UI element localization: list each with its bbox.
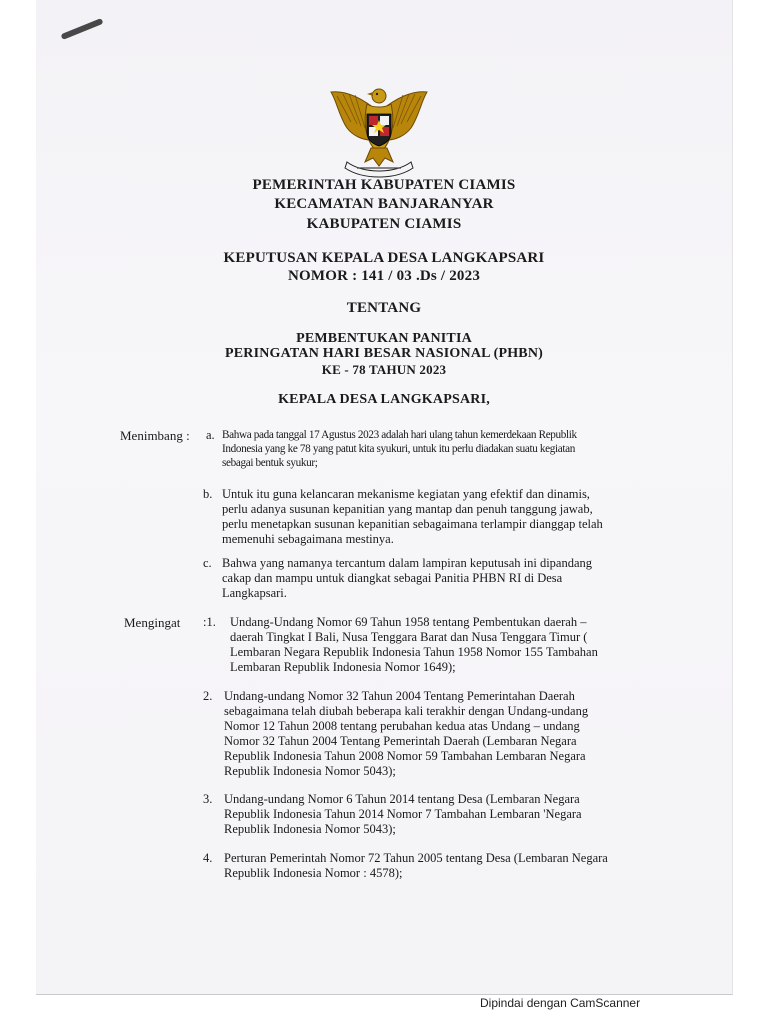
mengingat-1-marker: :1. xyxy=(203,615,216,629)
menimbang-b-text xyxy=(222,487,662,547)
decree-about: TENTANG xyxy=(346,300,422,316)
mengingat-1-text xyxy=(230,615,654,675)
decree-official: KEPALA DESA LANGKAPSARI, xyxy=(278,392,490,407)
decree-subject-1: PEMBENTUKAN PANITIA xyxy=(296,331,472,346)
mengingat-1-line: Undang-Undang Nomor 69 Tahun 1958 tentang Pembentukan daerah – xyxy=(230,615,587,629)
menimbang-b-line: perlu menetapkan susunan kepanitian sebagaimana terlampir dianggap telah xyxy=(222,517,603,531)
mengingat-2-marker: 2. xyxy=(203,689,213,703)
mengingat-2-line: sebagaimana telah diubah beberapa kali terakhir dengan Undang-undang xyxy=(224,704,589,718)
mengingat-3-line: Republik Indonesia Tahun 2014 Nomor 7 Tambahan Lembaran 'Negara xyxy=(224,807,582,821)
header-government: PEMERINTAH KABUPATEN CIAMIS xyxy=(252,177,516,193)
menimbang-a-text xyxy=(222,428,662,470)
mengingat-label: Mengingat xyxy=(124,615,181,630)
menimbang-b-marker: b. xyxy=(203,487,213,501)
header-regency: KABUPATEN CIAMIS xyxy=(306,216,462,232)
menimbang-label: Menimbang : xyxy=(120,428,190,443)
menimbang-a-line: sebagai bentuk syukur; xyxy=(222,457,318,469)
header-district: KECAMATAN BANJARANYAR xyxy=(274,196,494,212)
garuda-emblem-icon xyxy=(327,82,431,178)
decree-title: KEPUTUSAN KEPALA DESA LANGKAPSARI xyxy=(223,250,545,266)
decree-subject-3: KE - 78 TAHUN 2023 xyxy=(321,362,447,377)
mengingat-4-marker: 4. xyxy=(203,851,213,865)
menimbang-c-line: Langkapsari. xyxy=(222,586,287,600)
menimbang-c-text xyxy=(222,556,662,601)
menimbang-a-line: Bahwa pada tanggal 17 Agustus 2023 adalah hari ulang tahun kemerdekaan Republik xyxy=(222,429,577,441)
mengingat-1-line: Lembaran Negara Republik Indonesia Tahun 1958 Nomor 155 Tambahan xyxy=(230,645,598,659)
menimbang-a-marker: a. xyxy=(206,428,215,442)
menimbang-c-line: cakap dan mampu untuk diangkat sebagai Panitia PHBN RI di Desa xyxy=(222,571,563,585)
mengingat-3-line: Undang-undang Nomor 6 Tahun 2014 tentang Desa (Lembaran Negara xyxy=(224,792,580,806)
mengingat-2-line: Republik Indonesia Nomor 5043); xyxy=(224,764,396,778)
mengingat-2-line: Republik Indonesia Tahun 2008 Nomor 59 Tambahan Lembaran Negara xyxy=(224,749,586,763)
menimbang-b-line: perlu adanya susunan kepanitian yang mantap dan penuh tanggung jawab, xyxy=(222,502,593,516)
menimbang-b-line: Untuk itu guna kelancaran mekanisme kegiatan yang efektif dan dinamis, xyxy=(222,487,590,501)
mengingat-3-marker: 3. xyxy=(203,792,213,806)
mengingat-1-line: daerah Tingkat I Bali, Nusa Tenggara Barat dan Nusa Tenggara Timur ( xyxy=(230,630,588,644)
mengingat-2-line: Nomor 32 Tahun 2004 Tentang Pemerintah Daerah (Lembaran Negara xyxy=(224,734,577,748)
camscanner-watermark: Dipindai dengan CamScanner xyxy=(480,996,641,1010)
menimbang-a-line: Indonesia yang ke 78 yang patut kita syukuri, untuk itu perlu diadakan suatu kegiatan xyxy=(222,443,576,455)
mengingat-1-line: Lembaran Republik Indonesia Nomor 1649); xyxy=(230,660,456,674)
mengingat-2-text xyxy=(224,689,654,779)
mengingat-3-line: Republik Indonesia Nomor 5043); xyxy=(224,822,396,836)
menimbang-b-line: memenuhi sebagaimana mestinya. xyxy=(222,532,394,546)
menimbang-c-marker: c. xyxy=(203,556,212,570)
mengingat-2-line: Undang-undang Nomor 32 Tahun 2004 Tentang Pemerintahan Daerah xyxy=(224,689,575,703)
mengingat-2-line: Nomor 12 Tahun 2008 tentang perubahan kedua atas Undang – undang xyxy=(224,719,580,733)
mengingat-3-text xyxy=(224,792,654,837)
menimbang-c-line: Bahwa yang namanya tercantum dalam lampiran keputusah ini dipandang xyxy=(222,556,593,570)
mengingat-4-text xyxy=(224,851,654,881)
mengingat-4-line: Perturan Pemerintah Nomor 72 Tahun 2005 tentang Desa (Lembaran Negara xyxy=(224,851,608,865)
decree-subject-2: PERINGATAN HARI BESAR NASIONAL (PHBN) xyxy=(224,346,544,361)
mengingat-4-line: Republik Indonesia Nomor : 4578); xyxy=(224,866,403,880)
decree-number: NOMOR : 141 / 03 .Ds / 2023 xyxy=(287,268,481,284)
